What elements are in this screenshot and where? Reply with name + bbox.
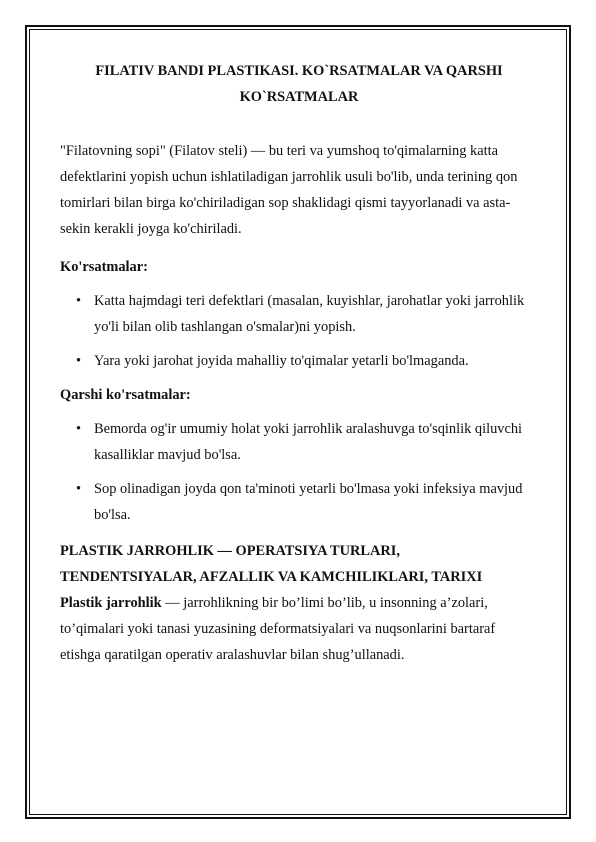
intro-paragraph: "Filatovning sopi" (Filatov steli) — bu teri va yumshoq to'qimalarning katta defektlarini yopish uchun ishlatiladigan jarrohlik usuli bo'lib, unda terining qon tomirlari bilan birga ko'chiriladigan sop shaklidagi qismi tayyorlanadi va asta-sekin kerakli joyga ko'chiriladi. [60,143,518,237]
contraindications-list [60,416,538,528]
bullet-icon: • [76,293,82,309]
section-lead-term: Plastik jarrohlik [60,595,162,611]
list-item-text: Sop olinadigan joyda qon ta'minoti yetarli bo'lmasa yoki infeksiya mavjud bo'lsa. [94,481,523,523]
bullet-icon: • [76,421,82,437]
indications-heading: Ko'rsatmalar: [60,259,148,275]
list-item [60,348,538,374]
list-item [60,288,538,340]
section-heading: PLASTIK JARROHLIK — OPERATSIYA TURLARI, TENDENTSIYALAR, AFZALLIK VA KAMCHILIKLARI, TARIXI [60,543,483,585]
document-title: FILATIV BANDI PLASTIKASI. KO`RSATMALAR VA QARSHI KO`RSATMALAR [95,63,503,105]
section-paragraph [60,590,538,668]
list-item [60,476,538,528]
document-body [60,58,538,668]
contraindications-heading: Qarshi ko'rsatmalar: [60,387,191,403]
bullet-icon: • [76,353,82,369]
list-item-text: Katta hajmdagi teri defektlari (masalan, kuyishlar, jarohatlar yoki jarrohlik yo'li bilan olib tashlangan o'smalar)ni yopish. [94,293,525,335]
indications-list [60,288,538,374]
list-item-text: Yara yoki jarohat joyida mahalliy to'qimalar yetarli bo'lmaganda. [94,353,469,369]
list-item [60,416,538,468]
list-item-text: Bemorda og'ir umumiy holat yoki jarrohlik aralashuvga to'sqinlik qiluvchi kasalliklar mavjud bo'lsa. [94,421,523,463]
section-lead-text: — jarrohlikning bir bo’limi bo’lib, u insonning a’zolari, to’qimalari yoki tanasi yuzasining deformatsiyalari va nuqsonlarini bartaraf etishga qaratilgan operativ aralashuvlar bilan shug’ullanadi. [60,595,496,663]
bullet-icon: • [76,481,82,497]
